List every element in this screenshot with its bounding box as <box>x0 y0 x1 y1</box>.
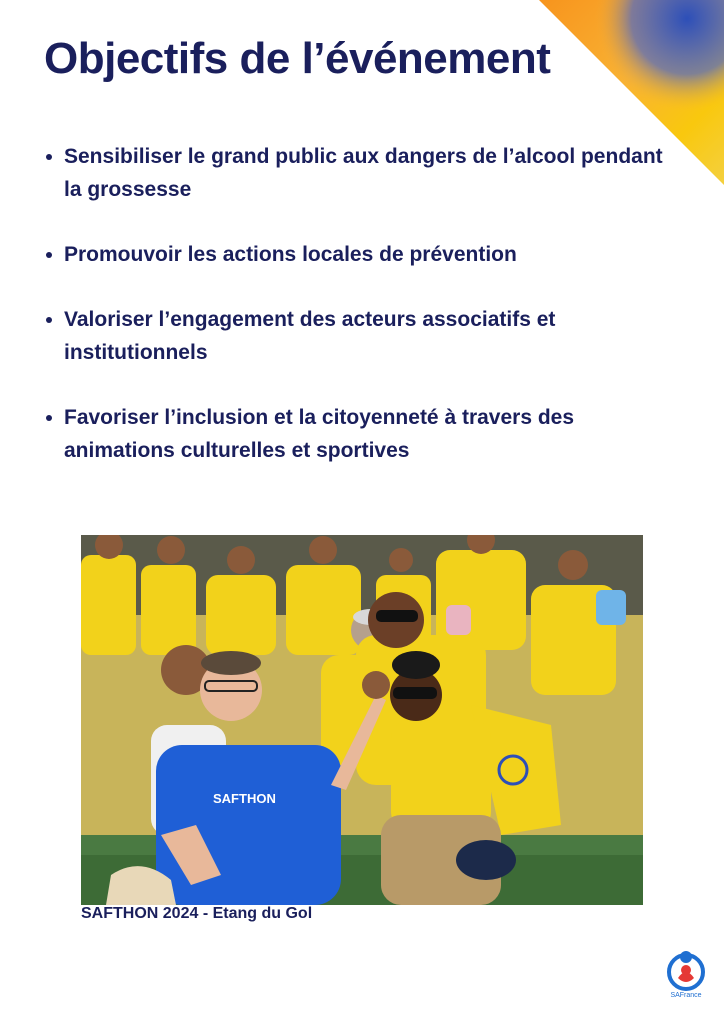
list-item: Promouvoir les actions locales de prévention <box>44 238 674 271</box>
list-item: Sensibiliser le grand public aux dangers de l’alcool pendant la grossesse <box>44 140 674 206</box>
shirt-text: SAFTHON <box>213 791 276 806</box>
bullet-dot <box>46 415 52 421</box>
page-title: Objectifs de l’événement <box>44 34 551 83</box>
brand-logo <box>664 948 708 1006</box>
logo-icon <box>664 948 708 992</box>
objectives-list <box>44 140 674 499</box>
bullet-dot <box>46 154 52 160</box>
bullet-dot <box>46 252 52 258</box>
logo-text: SAFrance <box>670 992 702 999</box>
list-item: Favoriser l’inclusion et la citoyenneté à travers des animations culturelles et sportives <box>44 401 674 467</box>
list-item: Valoriser l’engagement des acteurs associatifs et institutionnels <box>44 303 674 369</box>
event-photo <box>81 535 643 905</box>
photo-caption: SAFTHON 2024 - Etang du Gol <box>81 905 313 922</box>
bullet-dot <box>46 317 52 323</box>
